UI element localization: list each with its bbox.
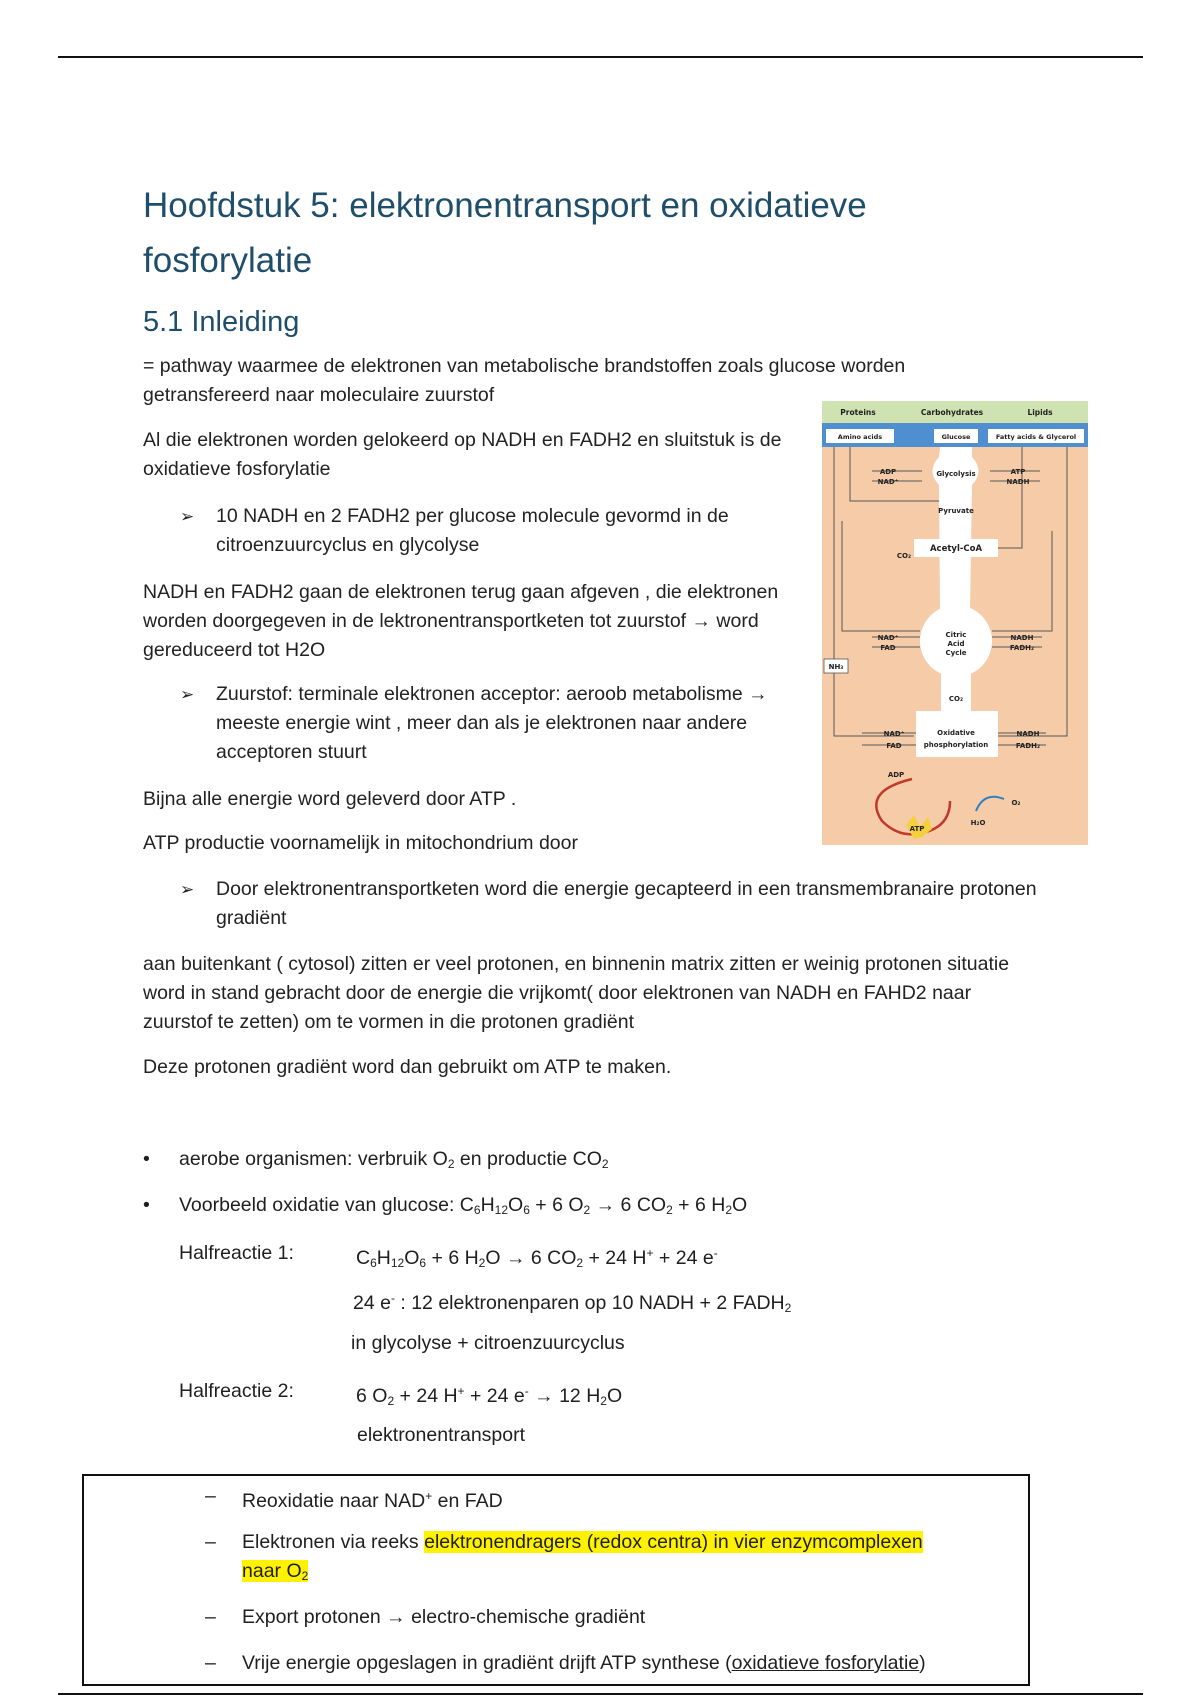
label-acetyl-coa: Acetyl-CoA	[929, 544, 983, 554]
label-pyruvate: Pyruvate	[938, 507, 974, 515]
label-fadh2-2: FADH₂	[1015, 742, 1041, 750]
label-h2o: H₂O	[970, 819, 986, 827]
label-glycolysis: Glycolysis	[936, 470, 976, 478]
summary-text: Vrije energie opgeslagen in gradiënt drijft ATP synthese (oxidatieve fosforylatie)	[242, 1652, 926, 1674]
label-fadh2-1: FADH₂	[1009, 644, 1035, 652]
bullet-dot: •	[143, 1194, 150, 1216]
summary-text: Reoxidatie naar NAD+ en FAD	[242, 1489, 503, 1512]
paragraph-definition: = pathway waarmee de elektronen van metabolische brandstoffen zoals glucose worden getransfereerd naar moleculaire zuurstof	[143, 355, 906, 406]
arrow-item-text: Door elektronentransportketen word die energie gecapteerd in een transmembranaire protonen gradiënt	[216, 878, 1037, 929]
label-nadh-1: NADH	[1006, 478, 1030, 486]
footer-rule	[58, 1693, 1143, 1695]
label-atp-2: ATP	[909, 825, 925, 833]
label-adp: ADP	[879, 468, 897, 476]
label-nad-2: NAD⁺	[877, 634, 899, 642]
arrow-item-text: Zuurstof: terminale elektronen acceptor: aeroob metabolisme → meeste energie wint , meer dan als je elektronen naar andere acceptoren stuurt	[216, 683, 768, 763]
bullet-text: aerobe organismen: verbruik $O_2$ en productie $CO_2$	[179, 1148, 609, 1171]
label-oxidative-1: Oxidative	[937, 729, 975, 737]
arrow-bullet-icon: ➢	[180, 507, 195, 526]
bullet-text: Voorbeeld oxidatie van glucose: $C_6H_{12}O_6 + 6$ $O_2 \to 6$ $CO_2 + 6$ $H_2O$	[179, 1194, 748, 1217]
label-carbohydrates: Carbohydrates	[920, 408, 984, 417]
label-amino-acids: Amino acids	[837, 433, 883, 441]
label-citric-3: Cycle	[945, 649, 967, 657]
bullet-dot: •	[143, 1148, 150, 1170]
summary-text	[242, 1557, 308, 1591]
arrow-bullet-icon: ➢	[180, 880, 195, 899]
halfreaction-1-equation: $C_6H_{12}O_6 + 6$ $H_2O \to 6$ $CO_2 + 24$ H+ + 24 e-	[356, 1246, 718, 1270]
label-nadh-2: NADH	[1010, 634, 1034, 642]
halfreaction-2-note: elektronentransport	[357, 1424, 526, 1446]
label-fad-2: FAD	[886, 742, 902, 750]
highlighted-text: naar $O_2$	[242, 1560, 309, 1583]
paragraph-protons: aan buitenkant ( cytosol) zitten er veel protonen, en binnenin matrix zitten er weinig protonen situatie word in stand gebracht door de energie die vrijkomt( door elektronen van NADH en FAHD2 naar zuurstof te zetten) om te vormen in die protonen gradiënt	[143, 953, 1010, 1033]
halfreaction-1-label: Halfreactie 1:	[179, 1242, 294, 1264]
summary-text: Elektronen via reeks elektronendragers (redox centra) in vier enzymcomplexen	[242, 1531, 923, 1553]
label-glucose: Glucose	[941, 433, 971, 441]
arrow-item-text: 10 NADH en 2 FADH2 per glucose molecule gevormd in de citroenzuurcyclus en glycolyse	[216, 505, 729, 556]
paragraph-mitochondrium: ATP productie voornamelijk in mitochondrium door	[143, 832, 578, 854]
halfreaction-2-label: Halfreactie 2:	[179, 1380, 294, 1402]
halfreaction-2-equation: 6 $O_2 + 24$ H+ + 24 e- → 12 $H_2O$	[356, 1384, 623, 1408]
label-co2-1: CO₂	[896, 552, 912, 560]
paragraph-electrons: NADH en FADH2 gaan de elektronen terug gaan afgeven , die elektronen worden doorgegeven in de lektronentransportketen tot zuurstof → word gereduceerd tot H2O	[143, 581, 779, 661]
label-nad-3: NAD⁺	[883, 730, 905, 738]
label-oxidative-2: phosphorylation	[923, 741, 989, 749]
label-citric-1: Citric	[945, 631, 967, 639]
halfreaction-1-note: 24 e- : 12 elektronenparen op 10 NADH + 2 $FADH_2$	[353, 1291, 792, 1315]
metabolism-overview-diagram	[822, 401, 1088, 845]
section-heading: 5.1 Inleiding	[143, 306, 300, 338]
paragraph-nadh: Al die elektronen worden gelokeerd op NADH en FADH2 en sluitstuk is de oxidatieve fosforylatie	[143, 429, 782, 480]
label-adp-2: ADP	[887, 771, 905, 779]
label-citric-2: Acid	[947, 640, 965, 648]
highlighted-text: elektronendragers (redox centra) in vier enzymcomplexen	[424, 1531, 923, 1553]
arrow-bullet-icon: ➢	[180, 685, 195, 704]
page-title: Hoofdstuk 5: elektronentransport en oxidatieve fosforylatie	[143, 186, 867, 280]
label-nadh-3: NADH	[1016, 730, 1040, 738]
paragraph-atp: Bijna alle energie word geleverd door ATP .	[143, 788, 517, 810]
paragraph-gradient-atp: Deze protonen gradiënt word dan gebruikt om ATP te maken.	[143, 1056, 672, 1078]
label-co2-2: CO₂	[948, 695, 964, 703]
label-fatty-acids: Fatty acids & Glycerol	[995, 433, 1077, 441]
label-atp-1: ATP	[1010, 468, 1026, 476]
label-lipids: Lipids	[1027, 408, 1053, 417]
summary-text: Export protonen → electro-chemische gradiënt	[242, 1606, 646, 1628]
label-proteins: Proteins	[840, 408, 876, 417]
label-fad-1: FAD	[880, 644, 896, 652]
label-o2: O₂	[1011, 799, 1021, 807]
label-nad-1: NAD⁺	[877, 478, 899, 486]
header-rule	[58, 56, 1143, 58]
label-nh3: NH₃	[828, 663, 844, 671]
halfreaction-1-location: in glycolyse + citroenzuurcyclus	[351, 1332, 625, 1354]
